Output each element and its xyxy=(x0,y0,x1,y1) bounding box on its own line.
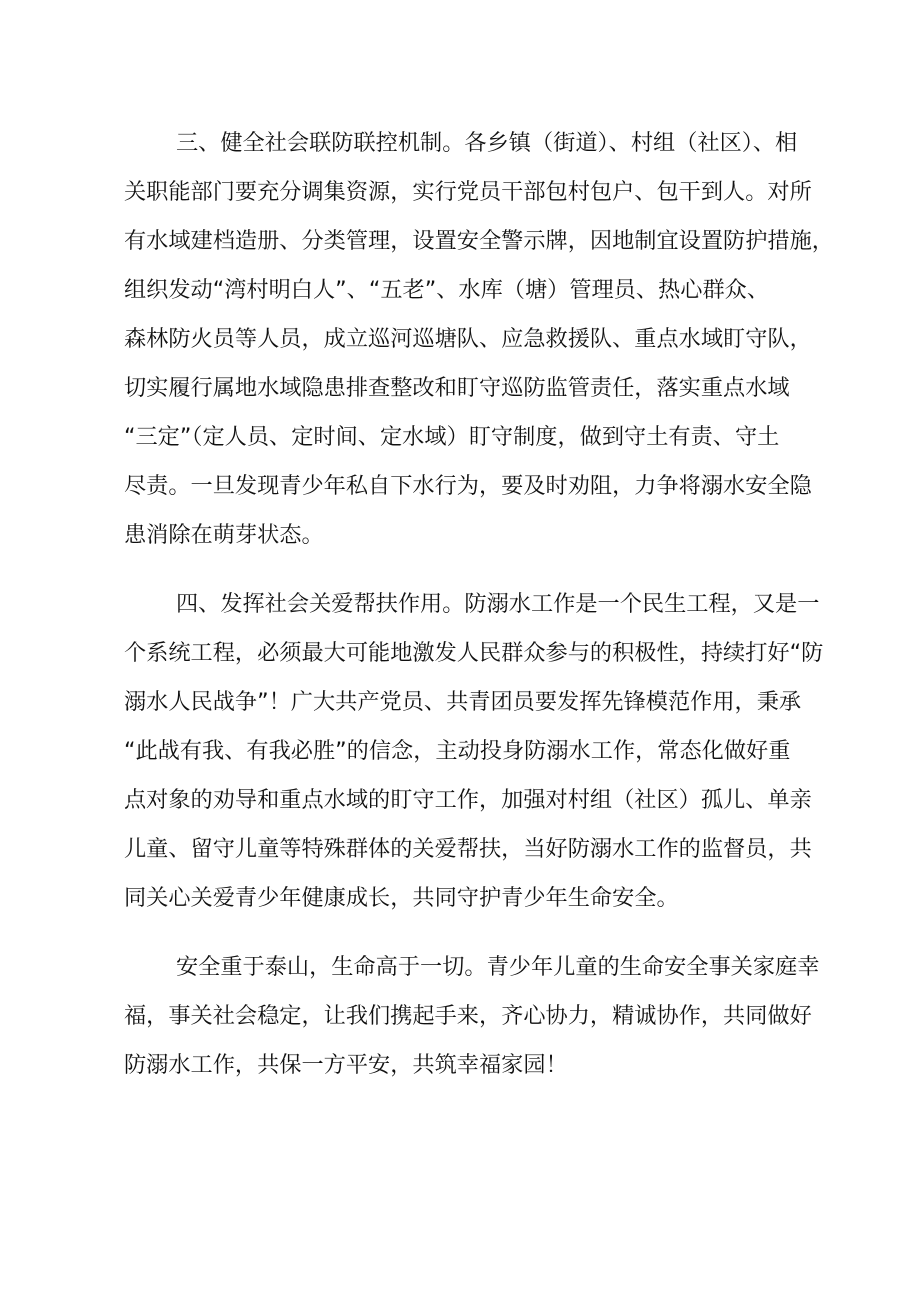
text-line: 点对象的劝导和重点水域的盯守工作，加强对村组（社区）孤儿、单亲 xyxy=(124,787,812,813)
text-line: 患消除在萌芽状态。 xyxy=(124,522,324,548)
paragraph-closing-appeal xyxy=(124,943,820,1090)
text-line: 四、发挥社会关爱帮扶作用。防溺水工作是一个民生工程，又是一 xyxy=(176,591,820,617)
text-line: 安全重于泰山，生命高于一切。青少年儿童的生命安全事关家庭幸 xyxy=(176,954,820,980)
paragraph-spacing xyxy=(124,923,814,943)
text-line: 尽责。一旦发现青少年私自下水行为，要及时劝阻，力争将溺水安全隐 xyxy=(124,473,812,499)
text-line: 组织发动“湾村明白人”、“五老”、水库（塘）管理员、热心群众、 xyxy=(124,277,770,303)
text-line: 同关心关爱青少年健康成长，共同守护青少年生命安全。 xyxy=(124,885,679,911)
text-line: 个系统工程，必须最大可能地激发人民群众参与的积极性，持续打好“防 xyxy=(124,640,824,666)
text-line: 森林防火员等人员，成立巡河巡塘队、应急救援队、重点水域盯守队， xyxy=(124,326,812,352)
paragraph-4-social-care xyxy=(124,580,824,923)
text-line: 有水域建档造册、分类管理，设置安全警示牌，因地制宜设置防护措施， xyxy=(124,228,834,254)
text-line: 溺水人民战争”！广大共产党员、共青团员要发挥先锋模范作用，秉承 xyxy=(124,689,802,715)
text-line: “此战有我、有我必胜”的信念，主动投身防溺水工作，常态化做好重 xyxy=(124,738,791,764)
paragraph-spacing xyxy=(124,560,814,580)
text-line: 关职能部门要充分调集资源，实行党员干部包村包户、包干到人。对所 xyxy=(124,179,812,205)
paragraph-3-social-joint-defense xyxy=(124,119,834,560)
text-line: 儿童、留守儿童等特殊群体的关爱帮扶，当好防溺水工作的监督员，共 xyxy=(124,836,812,862)
text-line: 切实履行属地水域隐患排查整改和盯守巡防监管责任，落实重点水域 xyxy=(124,375,790,401)
document-body xyxy=(124,119,834,1090)
text-line: 三、健全社会联防联控机制。各乡镇（街道）、村组（社区）、相 xyxy=(176,130,798,156)
text-line: “三定”（定人员、定时间、定水域）盯守制度，做到守土有责、守土 xyxy=(124,424,780,450)
text-line: 防溺水工作，共保一方平安，共筑幸福家园！ xyxy=(124,1052,568,1078)
text-line: 福，事关社会稳定，让我们携起手来，齐心协力，精诚协作，共同做好 xyxy=(124,1003,812,1029)
